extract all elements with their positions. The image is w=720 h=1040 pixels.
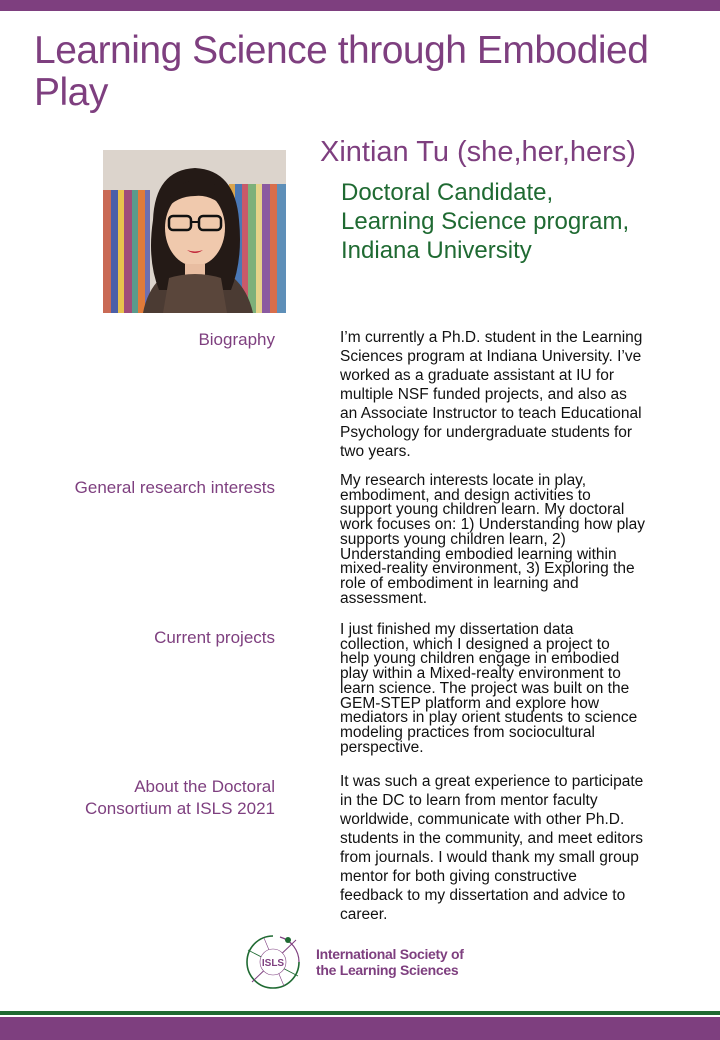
org-name-line: the Learning Sciences: [316, 962, 459, 978]
section-text-current-projects: [340, 623, 696, 755]
section-label-doctoral-consortium: [85, 776, 275, 820]
text-line: Psychology for undergraduate students for: [340, 424, 633, 441]
text-line: from journals. I would thank my small group: [340, 849, 639, 866]
text-line: play within a Mixed-realty environment to: [340, 665, 621, 683]
text-line: Sciences program at Indiana University. I’ve: [340, 348, 642, 365]
section-label-line: General research interests: [74, 478, 275, 497]
text-line: career.: [340, 906, 388, 923]
text-line: work focuses on: 1) Understanding how play: [340, 516, 645, 534]
text-line: I’m currently a Ph.D. student in the Learning: [340, 329, 643, 346]
section-label-research-interests: [75, 477, 275, 499]
section-label-current-projects: [154, 627, 275, 649]
text-line: My research interests locate in play,: [340, 472, 587, 489]
text-line: mediators in play orient students to science: [340, 709, 638, 727]
text-line: perspective.: [340, 738, 424, 756]
position-line: Doctoral Candidate,: [341, 179, 554, 206]
position-line: Indiana University: [341, 237, 532, 264]
isls-logo-org-name: [316, 946, 496, 978]
text-line: I just finished my dissertation data: [340, 621, 574, 638]
text-line: role of embodiment in learning and: [340, 574, 579, 592]
top-banner-bar: [0, 0, 720, 11]
text-line: collection, which I designed a project to: [340, 635, 610, 653]
profile-name: Xintian Tu (she,her,hers): [320, 136, 636, 168]
position-line: Learning Science program,: [341, 208, 630, 235]
text-line: in the DC to learn from mentor faculty: [340, 792, 598, 809]
section-text-biography: [340, 328, 696, 461]
text-line: support young children learn. My doctoral: [340, 501, 625, 519]
text-line: two years.: [340, 443, 411, 460]
profile-photo-illustration: [103, 150, 286, 313]
page-title: Learning Science through Embodied Play: [34, 29, 649, 114]
text-line: It was such a great experience to participate: [340, 773, 644, 790]
org-name-line: International Society of: [316, 946, 464, 962]
isls-logo-mark: [238, 930, 308, 990]
isls-logo: [238, 930, 488, 990]
isls-logo-mark-text: ISLS: [261, 958, 285, 969]
text-line: supports young children learn, 2): [340, 530, 566, 548]
text-line: mentor for both giving constructive: [340, 868, 577, 885]
footer-green-line: [0, 1011, 720, 1015]
section-label-line: Consortium at ISLS 2021: [85, 799, 275, 818]
text-line: worked as a graduate assistant at IU for: [340, 367, 614, 384]
text-line: Understanding embodied learning within: [340, 545, 617, 563]
text-line: mixed-reality environment, 3) Exploring the: [340, 560, 635, 578]
section-label-biography: [198, 329, 275, 351]
section-label-line: About the Doctoral: [134, 777, 275, 796]
section-text-research-interests: [340, 474, 696, 606]
section-text-doctoral-consortium: [340, 772, 696, 924]
text-line: an Associate Instructor to teach Educational: [340, 405, 642, 422]
section-label-line: Biography: [198, 330, 275, 349]
text-line: GEM-STEP platform and explore how: [340, 694, 600, 712]
text-line: multiple NSF funded projects, and also as: [340, 386, 627, 403]
text-line: assessment.: [340, 589, 428, 607]
text-line: modeling practices from sociocultural: [340, 723, 595, 741]
text-line: students in the community, and meet editors: [340, 830, 643, 847]
text-line: learn science. The project was built on the: [340, 679, 630, 697]
text-line: worldwide, communicate with other Ph.D.: [340, 811, 625, 828]
text-line: help young children engage in embodied: [340, 650, 620, 668]
profile-photo: [103, 150, 286, 313]
profile-position: [341, 178, 701, 265]
footer-banner-bar: [0, 1017, 720, 1040]
text-line: feedback to my dissertation and advice to: [340, 887, 626, 904]
text-line: embodiment, and design activities to: [340, 486, 591, 504]
section-label-line: Current projects: [154, 628, 275, 647]
